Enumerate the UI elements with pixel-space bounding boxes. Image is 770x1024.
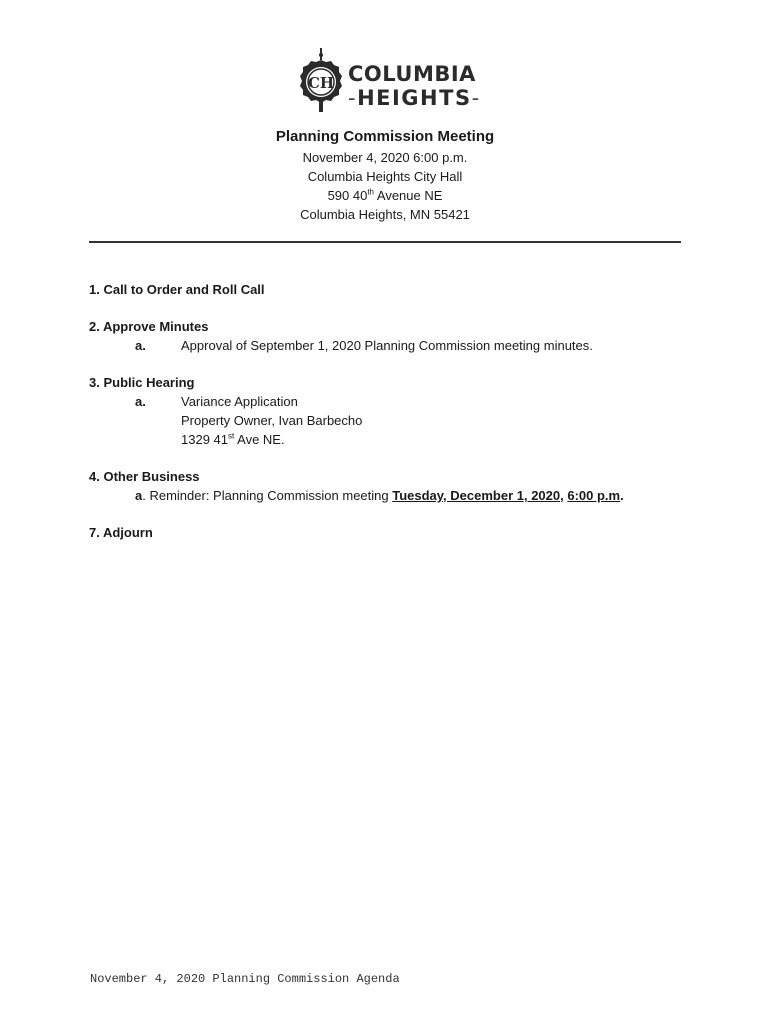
- subitem-text: Approval of September 1, 2020 Planning Commission meeting minutes.: [181, 338, 593, 353]
- agenda-item-heading: 1. Call to Order and Roll Call: [89, 282, 265, 297]
- reminder-text: a. Reminder: Planning Commission meeting Tuesday, December 1, 2020, 6:00 p.m.: [135, 488, 624, 503]
- agenda-item-heading: 7. Adjourn: [89, 525, 153, 540]
- header-divider: [89, 241, 681, 243]
- page-title: Planning Commission Meeting: [275, 128, 495, 145]
- agenda-item-other-business: [89, 467, 689, 505]
- agenda-item-heading: 2. Approve Minutes: [89, 319, 209, 334]
- agenda-item-heading: 4. Other Business: [89, 469, 200, 484]
- subitem-letter: a.: [135, 394, 146, 409]
- property-address: 1329 41st Ave NE.: [181, 431, 285, 447]
- meeting-venue: Columbia Heights City Hall: [307, 169, 463, 184]
- subitem-letter: a.: [135, 338, 146, 353]
- agenda-subitem: [89, 336, 689, 355]
- variance-title: Variance Application: [181, 394, 298, 409]
- city-seal-icon: [296, 46, 346, 116]
- next-meeting-time: 6:00 p.m: [567, 488, 621, 503]
- next-meeting-date: Tuesday, December 1, 2020: [392, 488, 561, 503]
- meeting-date-time: November 4, 2020 6:00 p.m.: [302, 150, 468, 165]
- meeting-city: Columbia Heights, MN 55421: [300, 207, 470, 222]
- meeting-header: [0, 126, 770, 224]
- subitem-text: [181, 392, 689, 449]
- agenda-item-public-hearing: [89, 373, 689, 449]
- agenda-list: [89, 280, 689, 542]
- agenda-item-heading: 3. Public Hearing: [89, 375, 195, 390]
- meeting-address: 590 40th Avenue NE: [327, 187, 443, 203]
- columbia-heights-logo: [296, 46, 481, 118]
- logo-word-columbia: COLUMBIA: [348, 62, 476, 86]
- agenda-subitem: [89, 392, 689, 449]
- agenda-item-adjourn: [89, 523, 689, 542]
- agenda-item-approve-minutes: [89, 317, 689, 355]
- logo-word-heights: -HEIGHTS-: [348, 86, 481, 110]
- page-footer: November 4, 2020 Planning Commission Agenda: [90, 972, 400, 986]
- property-owner: Property Owner, Ivan Barbecho: [181, 413, 363, 428]
- agenda-item-call-to-order: [89, 280, 689, 299]
- svg-text:CH: CH: [307, 74, 335, 92]
